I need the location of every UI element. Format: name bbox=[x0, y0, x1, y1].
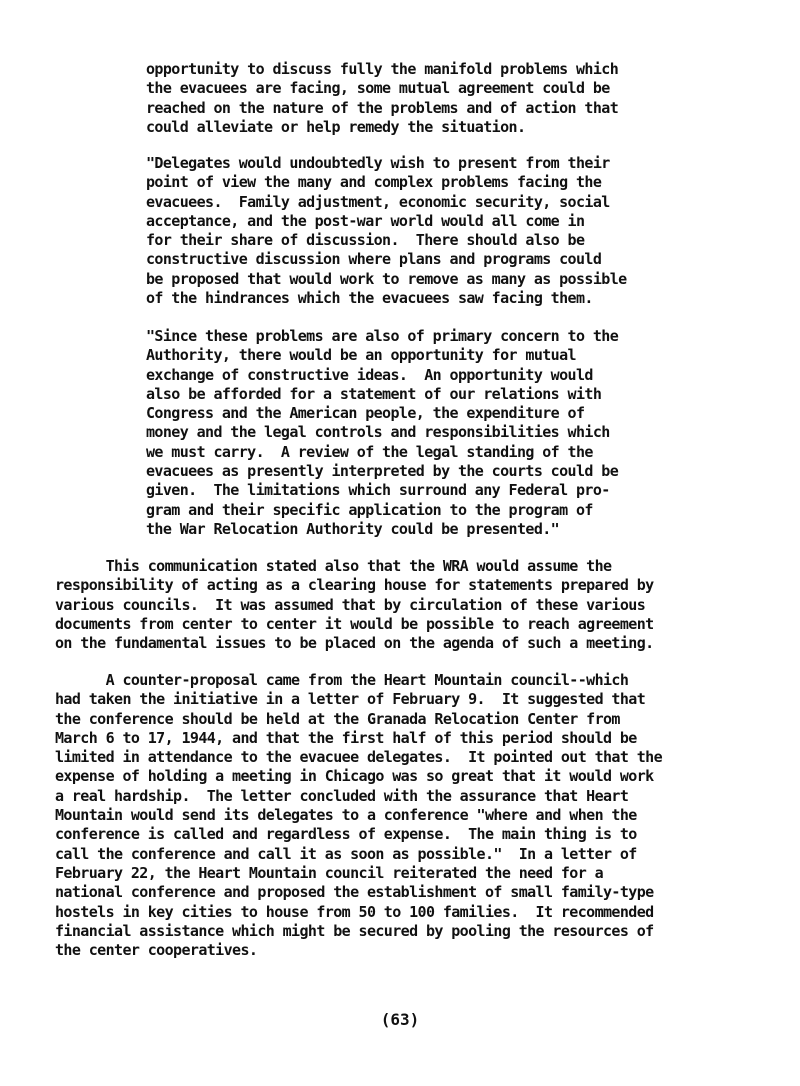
text-line: exchange of constructive ideas. An opportunity would bbox=[146, 365, 593, 384]
text-line: had taken the initiative in a letter of February 9. It suggested that bbox=[55, 690, 646, 709]
text-line: of the hindrances which the evacuees saw facing them. bbox=[146, 289, 593, 308]
text-line: This communication stated also that the WRA would assume the bbox=[55, 557, 612, 575]
text-line: for their share of discussion. There should also be bbox=[146, 231, 585, 250]
text-line: the conference should be held at the Granada Relocation Center from bbox=[55, 709, 620, 728]
text-line: "Since these problems are also of primary concern to the bbox=[146, 327, 619, 345]
text-line: evacuees as presently interpreted by the courts could be bbox=[146, 462, 619, 481]
text-line: various councils. It was assumed that by circulation of these various bbox=[55, 595, 646, 614]
text-line: February 22, the Heart Mountain council reiterated the need for a bbox=[55, 863, 604, 882]
text-line: call the conference and call it as soon as possible." In a letter of bbox=[55, 844, 637, 863]
text-line: constructive discussion where plans and programs could bbox=[146, 250, 602, 269]
text-line: "Delegates would undoubtedly wish to present from their bbox=[146, 154, 610, 172]
text-line: documents from center to center it would be possible to reach agreement bbox=[55, 614, 654, 633]
text-line: Congress and the American people, the expenditure of bbox=[146, 404, 585, 423]
page-number: (63) bbox=[380, 1010, 420, 1029]
text-line: opportunity to discuss fully the manifold problems which bbox=[146, 60, 619, 78]
text-line: we must carry. A review of the legal standing of the bbox=[146, 442, 593, 461]
text-line: reached on the nature of the problems and of action that bbox=[146, 98, 619, 117]
text-line: hostels in key cities to house from 50 to 100 families. It recommended bbox=[55, 902, 654, 921]
quote-paragraph-3 bbox=[146, 327, 686, 539]
text-line: responsibility of acting as a clearing house for statements prepared by bbox=[55, 576, 654, 595]
body-paragraph-1 bbox=[55, 557, 755, 653]
text-line: A counter-proposal came from the Heart Mountain council--which bbox=[55, 671, 629, 689]
text-line: could alleviate or help remedy the situation. bbox=[146, 117, 526, 136]
text-line: expense of holding a meeting in Chicago was so great that it would work bbox=[55, 767, 654, 786]
text-line: March 6 to 17, 1944, and that the first half of this period should be bbox=[55, 728, 637, 747]
text-line: money and the legal controls and responsibilities which bbox=[146, 423, 610, 442]
text-line: be proposed that would work to remove as many as possible bbox=[146, 269, 627, 288]
text-line: a real hardship. The letter concluded with the assurance that Heart bbox=[55, 786, 629, 805]
text-line: financial assistance which might be secured by pooling the resources of bbox=[55, 921, 654, 940]
text-line: point of view the many and complex problems facing the bbox=[146, 173, 602, 192]
body-paragraph-2 bbox=[55, 671, 755, 960]
quote-paragraph-2 bbox=[146, 154, 686, 308]
text-line: the evacuees are facing, some mutual agreement could be bbox=[146, 79, 610, 98]
text-line: limited in attendance to the evacuee delegates. It pointed out that the bbox=[55, 748, 663, 767]
text-line: national conference and proposed the establishment of small family-type bbox=[55, 883, 654, 902]
text-line: Mountain would send its delegates to a conference "where and when the bbox=[55, 806, 637, 825]
text-line: acceptance, and the post-war world would all come in bbox=[146, 211, 585, 230]
text-line: the center cooperatives. bbox=[55, 941, 258, 960]
text-line: given. The limitations which surround any Federal pro- bbox=[146, 481, 610, 500]
text-line: gram and their specific application to the program of bbox=[146, 500, 593, 519]
text-line: evacuees. Family adjustment, economic security, social bbox=[146, 192, 610, 211]
text-line: also be afforded for a statement of our relations with bbox=[146, 384, 602, 403]
text-line: Authority, there would be an opportunity for mutual bbox=[146, 346, 576, 365]
quote-paragraph-1 bbox=[146, 60, 686, 137]
text-line: the War Relocation Authority could be presented." bbox=[146, 519, 560, 538]
text-line: conference is called and regardless of expense. The main thing is to bbox=[55, 825, 637, 844]
text-line: on the fundamental issues to be placed on the agenda of such a meeting. bbox=[55, 634, 654, 653]
